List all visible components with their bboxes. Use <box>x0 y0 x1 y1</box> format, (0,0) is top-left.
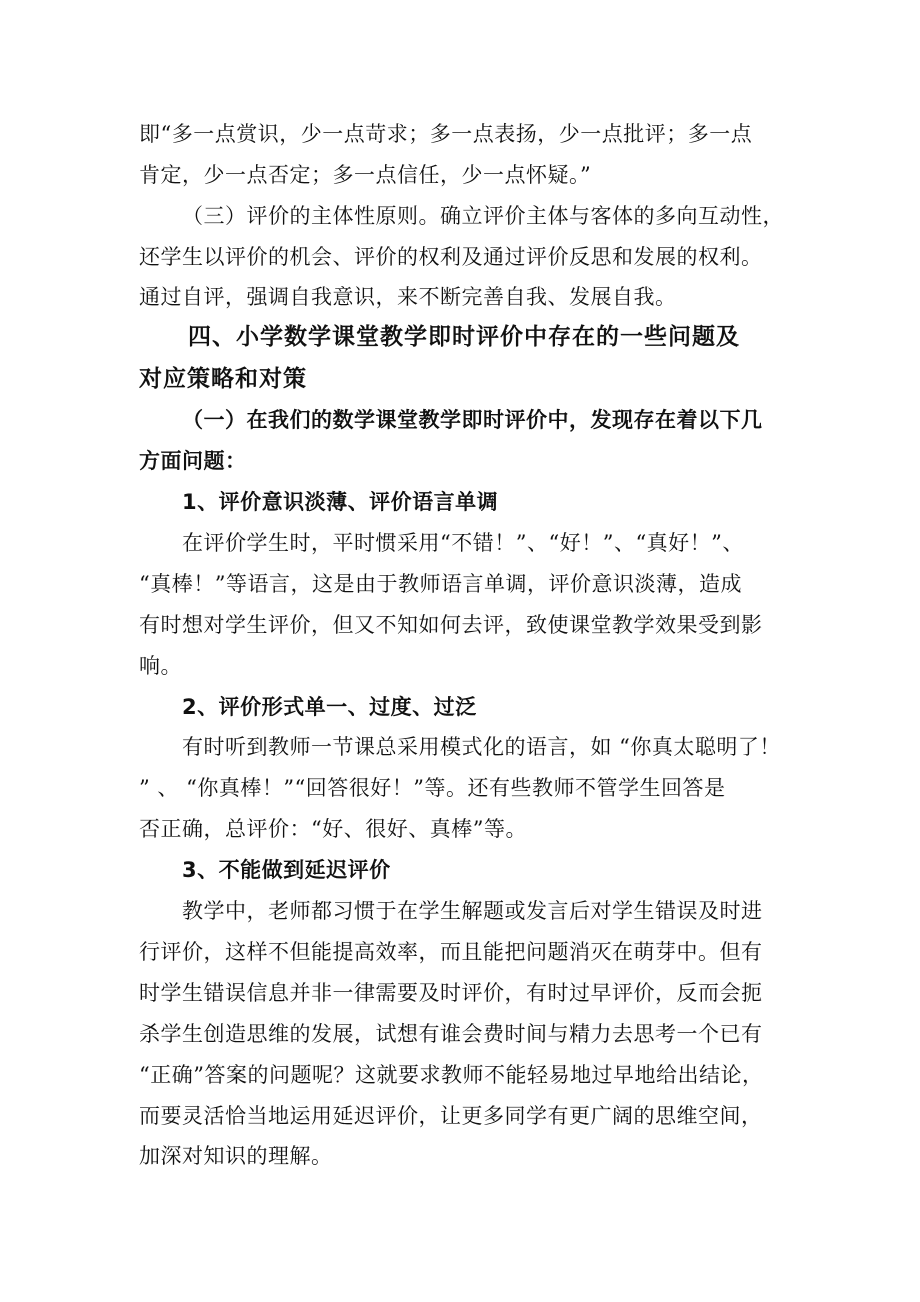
paragraph-line: 教学中，老师都习惯于在学生解题或发言后对学生错误及时进 <box>182 899 763 923</box>
item-heading: 3、不能做到延迟评价 <box>182 858 391 882</box>
item-heading: 1、评价意识淡薄、评价语言单调 <box>182 490 499 514</box>
paragraph-line: 还学生以评价的机会、评价的权利及通过评价反思和发展的权利。 <box>139 245 763 269</box>
paragraph-line: “真棒！”等语言，这是由于教师语言单调，评价意识淡薄，造成 <box>139 572 742 596</box>
subsection-heading: 方面问题： <box>139 449 247 473</box>
subsection-heading: （一）在我们的数学课堂教学即时评价中，发现存在着以下几 <box>182 408 763 432</box>
paragraph-line: “正确”答案的问题呢？这就要求教师不能轻易地过早地给出结论， <box>139 1063 764 1087</box>
paragraph-line: 有时听到教师一节课总采用模式化的语言，如 “你真太聪明了！ <box>182 735 781 759</box>
section-heading: 对应策略和对策 <box>139 366 307 392</box>
paragraph-line: 肯定，少一点否定；多一点信任，少一点怀疑。” <box>139 163 592 187</box>
paragraph-line: 响。 <box>139 654 182 678</box>
paragraph-line: 而要灵活恰当地运用延迟评价，让更多同学有更广阔的思维空间， <box>139 1104 763 1128</box>
paragraph-line: （三）评价的主体性原则。确立评价主体与客体的多向互动性， <box>182 204 784 228</box>
paragraph-line: 杀学生创造思维的发展，试想有谁会费时间与精力去思考一个已有 <box>139 1022 763 1046</box>
paragraph-line: 即“多一点赏识，少一点苛求；多一点表扬，少一点批评；多一点 <box>139 122 753 146</box>
paragraph-line: 时学生错误信息并非一律需要及时评价，有时过早评价，反而会扼 <box>139 981 763 1005</box>
item-heading: 2、评价形式单一、过度、过泛 <box>182 695 477 719</box>
paragraph-line: 通过自评，强调自我意识，来不断完善自我、发展自我。 <box>139 285 677 309</box>
paragraph-line: 有时想对学生评价，但又不知如何去评，致使课堂教学效果受到影 <box>139 613 763 637</box>
paragraph-line: 行评价，这样不但能提高效率，而且能把问题消灭在萌芽中。但有 <box>139 940 763 964</box>
paragraph-line: ” 、 “你真棒！”“回答很好！”等。还有些教师不管学生回答是 <box>139 776 726 800</box>
paragraph-line: 加深对知识的理解。 <box>139 1144 333 1168</box>
paragraph-line: 否正确，总评价：“好、很好、真棒”等。 <box>139 817 527 841</box>
section-heading: 四、小学数学课堂教学即时评价中存在的一些问题及 <box>188 324 740 350</box>
paragraph-line: 在评价学生时，平时惯采用“不错！”、“好！”、“真好！”、 <box>182 531 744 555</box>
